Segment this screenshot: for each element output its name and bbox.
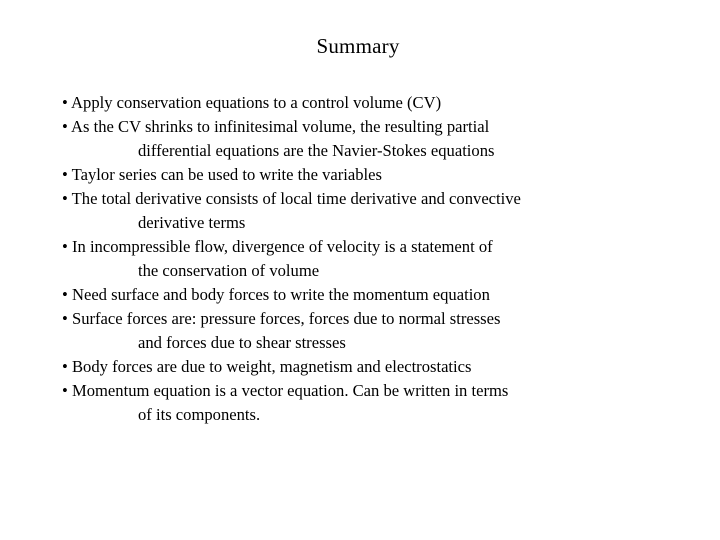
bullet-item bbox=[62, 355, 702, 379]
bullet-text bbox=[62, 115, 702, 139]
bullet-text bbox=[62, 235, 702, 259]
bullet-item bbox=[62, 187, 702, 235]
bullet-line-1: Body forces are due to weight, magnetism and electrostatics bbox=[71, 357, 472, 376]
bullet-line-1: Apply conservation equations to a control volume (CV) bbox=[71, 93, 442, 112]
bullet-line-2: derivative terms bbox=[138, 213, 246, 232]
bullet-text bbox=[62, 187, 702, 211]
bullet-text bbox=[62, 91, 702, 115]
bullet-line-2: differential equations are the Navier-Stokes equations bbox=[138, 141, 495, 160]
bullet-marker: • bbox=[62, 357, 68, 376]
bullet-line-1: Taylor series can be used to write the variables bbox=[71, 165, 382, 184]
bullet-line-1: Need surface and body forces to write the momentum equation bbox=[71, 285, 490, 304]
bullet-item bbox=[62, 283, 702, 307]
bullet-line-1: In incompressible flow, divergence of velocity is a statement of bbox=[71, 237, 493, 256]
bullet-marker: • bbox=[62, 165, 68, 184]
bullet-item bbox=[62, 91, 702, 115]
bullet-marker: • bbox=[62, 189, 68, 208]
bullet-item bbox=[62, 307, 702, 355]
bullet-marker: • bbox=[62, 285, 68, 304]
bullet-text bbox=[62, 379, 702, 403]
bullet-line-2: the conservation of volume bbox=[138, 261, 320, 280]
bullet-line-2: and forces due to shear stresses bbox=[138, 333, 346, 352]
slide-title: Summary bbox=[316, 34, 400, 58]
bullet-line-1: As the CV shrinks to infinitesimal volume, the resulting partial bbox=[71, 117, 490, 136]
bullet-item bbox=[62, 235, 702, 283]
bullet-item bbox=[62, 163, 702, 187]
bullet-item bbox=[62, 379, 702, 427]
bullet-line-1: Surface forces are: pressure forces, forces due to normal stresses bbox=[71, 309, 501, 328]
bullet-item bbox=[62, 115, 702, 163]
bullet-marker: • bbox=[62, 93, 68, 112]
bullet-marker: • bbox=[62, 117, 68, 136]
bullet-marker: • bbox=[62, 309, 68, 328]
bullet-text bbox=[62, 283, 702, 307]
bullet-marker: • bbox=[62, 381, 68, 400]
bullet-text bbox=[62, 355, 702, 379]
bullet-line-1: Momentum equation is a vector equation. Can be written in terms bbox=[71, 381, 509, 400]
bullet-text bbox=[62, 307, 702, 331]
bullet-marker: • bbox=[62, 237, 68, 256]
bullet-list bbox=[62, 91, 702, 427]
bullet-line-2: of its components. bbox=[138, 405, 261, 424]
bullet-line-1: The total derivative consists of local time derivative and convective bbox=[71, 189, 521, 208]
bullet-text bbox=[62, 163, 702, 187]
